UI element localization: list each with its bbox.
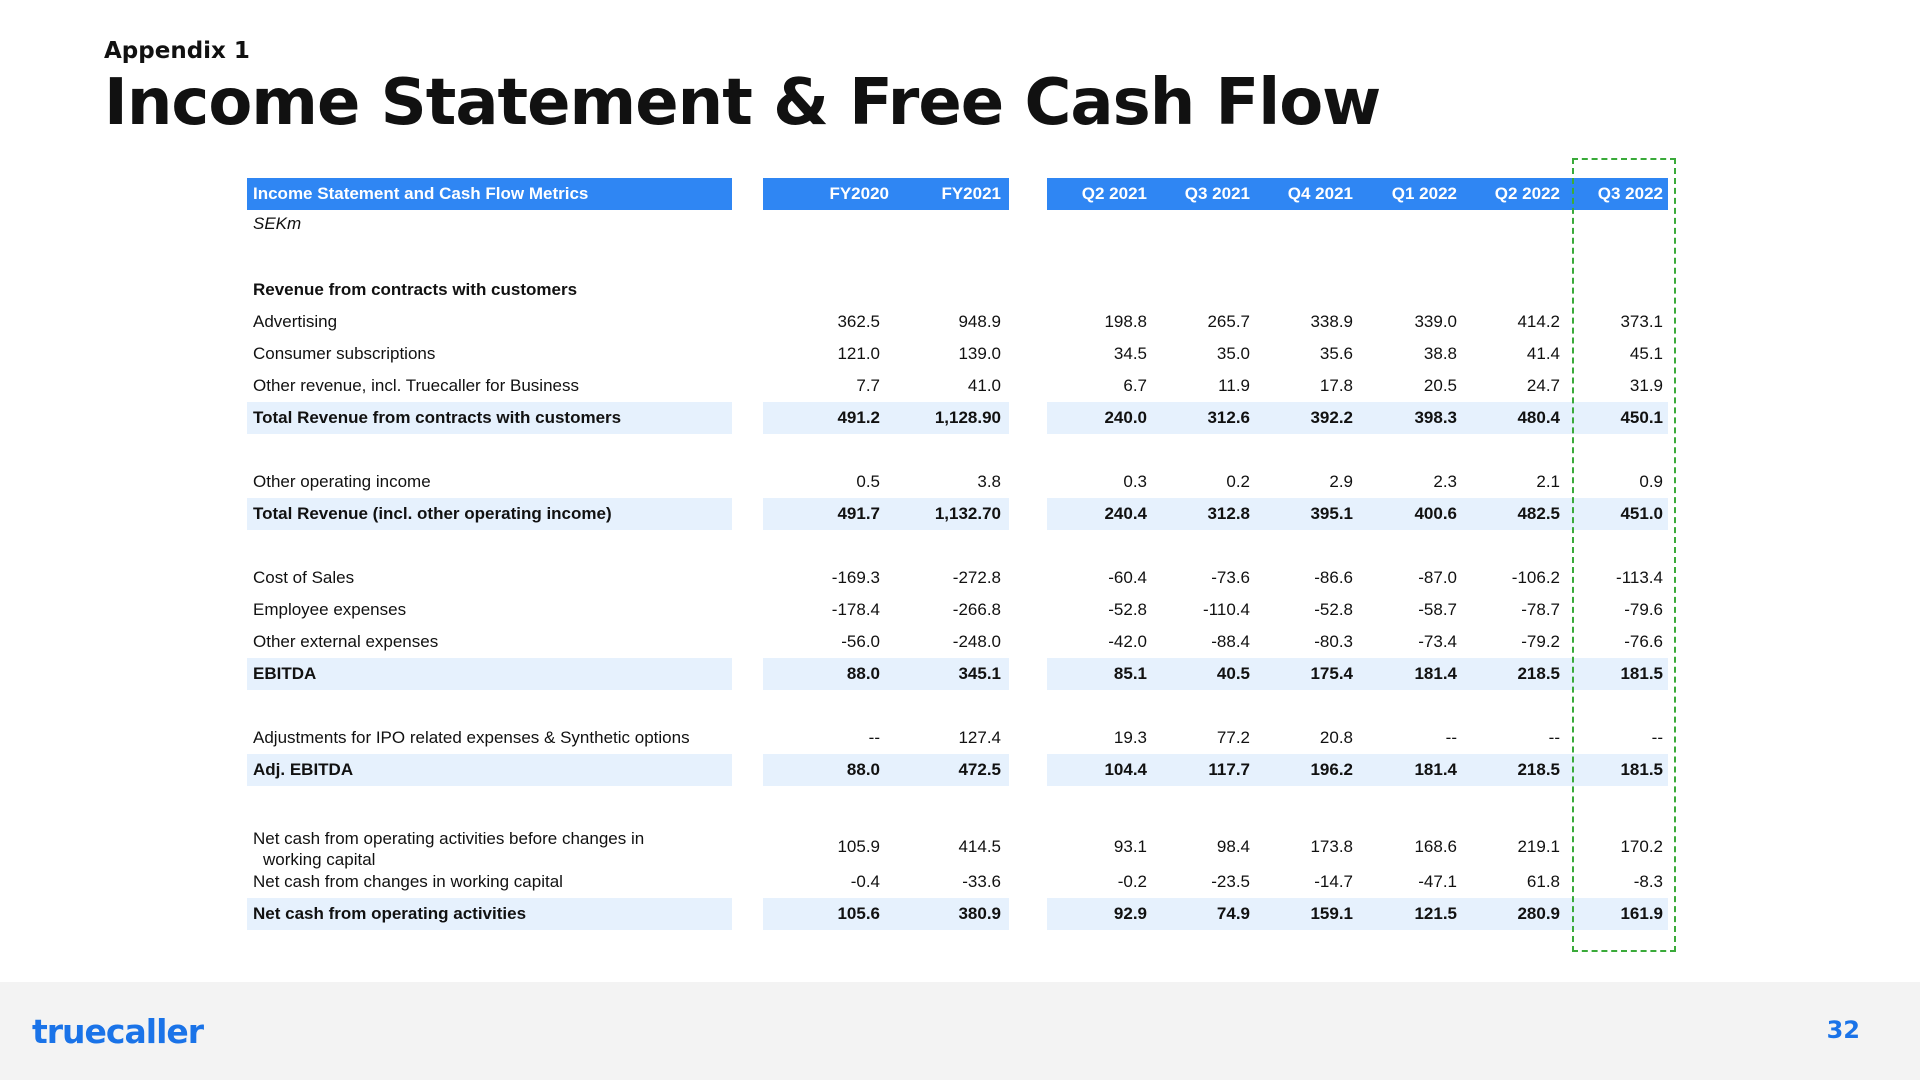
column-header: Q2 2021 <box>1081 184 1147 203</box>
page-number: 32 <box>1826 1016 1860 1044</box>
table-cell: 40.5 <box>1216 664 1250 683</box>
table-cell: 362.5 <box>837 312 880 331</box>
table-cell: 161.9 <box>1620 904 1663 923</box>
table-cell: -23.5 <box>1211 872 1250 891</box>
table-cell: 218.5 <box>1517 664 1560 683</box>
row-label <box>253 498 612 530</box>
table-cell: 117.7 <box>1208 760 1250 779</box>
table-cell: 3.8 <box>977 472 1001 491</box>
table-cell: 2.9 <box>1329 472 1353 491</box>
table-cell: 104.4 <box>1104 760 1147 779</box>
table-cell: -- <box>868 728 880 747</box>
table-cell: -0.4 <box>850 872 880 891</box>
table-cell: 41.0 <box>967 376 1001 395</box>
table-cell: 480.4 <box>1517 408 1560 427</box>
table-cell: 38.8 <box>1423 344 1457 363</box>
table-cell: -88.4 <box>1211 632 1250 651</box>
table-cell: -169.3 <box>831 568 880 587</box>
table-cell: 98.4 <box>1216 837 1250 856</box>
table-cell: 85.1 <box>1113 664 1147 683</box>
row-label-text: EBITDA <box>253 664 317 683</box>
table-cell: -56.0 <box>841 632 880 651</box>
row-label <box>253 402 621 434</box>
table-cell: -33.6 <box>962 872 1001 891</box>
table-cell: 345.1 <box>958 664 1001 683</box>
row-label-text: Advertising <box>253 312 338 331</box>
table-cell: 7.7 <box>856 376 880 395</box>
table-cell: 105.6 <box>837 904 880 923</box>
row-label <box>253 866 563 898</box>
table-cell: -272.8 <box>952 568 1001 587</box>
table-cell: -106.2 <box>1511 568 1560 587</box>
column-header: FY2020 <box>829 184 889 203</box>
table-cell: 1,132.70 <box>934 504 1001 523</box>
table-cell: -78.7 <box>1521 600 1560 619</box>
table-cell: -86.6 <box>1314 568 1353 587</box>
table-cell: -87.0 <box>1418 568 1457 587</box>
appendix-label: Appendix 1 <box>104 38 250 64</box>
table-cell: -80.3 <box>1314 632 1353 651</box>
table-header-label <box>247 178 732 210</box>
table-cell: 948.9 <box>958 312 1001 331</box>
table-cell: -52.8 <box>1314 600 1353 619</box>
row-label-text: Net cash from operating activities <box>253 904 527 923</box>
table-cell: -42.0 <box>1108 632 1147 651</box>
row-label <box>253 828 644 870</box>
row-label-text: Other operating income <box>253 472 431 491</box>
table-cell: 35.0 <box>1216 344 1250 363</box>
row-label <box>253 754 353 786</box>
table-cell: 280.9 <box>1517 904 1560 923</box>
table-cell: -- <box>1651 728 1663 747</box>
table-cell: -79.6 <box>1624 600 1663 619</box>
row-label-text: working capital <box>263 850 376 869</box>
row-label-text: Net cash from operating activities before changes in <box>253 829 645 848</box>
column-header: Q1 2022 <box>1391 184 1457 203</box>
row-label-text: Net cash from changes in working capital <box>253 872 563 891</box>
table-cell: 19.3 <box>1113 728 1147 747</box>
total-row-band <box>247 658 732 690</box>
table-cell: 2.1 <box>1536 472 1560 491</box>
table-cell: 240.4 <box>1104 504 1147 523</box>
table-cell: 6.7 <box>1123 376 1147 395</box>
table-cell: 181.5 <box>1620 760 1663 779</box>
table-cell: 380.9 <box>958 904 1001 923</box>
column-header: Q3 2021 <box>1184 184 1250 203</box>
table-cell: 0.2 <box>1226 472 1250 491</box>
table-cell: 121.0 <box>837 344 880 363</box>
row-label-text: Other revenue, incl. Truecaller for Business <box>253 376 579 395</box>
row-label-text: Revenue from contracts with customers <box>253 280 578 299</box>
row-label-text: Cost of Sales <box>253 568 355 587</box>
table-cell: 198.8 <box>1104 312 1147 331</box>
table-cell: 451.0 <box>1620 504 1663 523</box>
table-cell: 168.6 <box>1414 837 1457 856</box>
row-label <box>253 562 354 594</box>
row-label <box>253 594 406 626</box>
table-cell: -60.4 <box>1108 568 1147 587</box>
table-cell: -8.3 <box>1633 872 1663 891</box>
row-label <box>253 722 690 754</box>
table-cell: 395.1 <box>1310 504 1353 523</box>
table-cell: -79.2 <box>1521 632 1560 651</box>
table-cell: 414.5 <box>958 837 1001 856</box>
table-cell: 41.4 <box>1526 344 1560 363</box>
row-label-text: Adj. EBITDA <box>253 760 354 779</box>
truecaller-logo: truecaller <box>32 1012 204 1051</box>
highlighted-column-frame <box>1572 158 1676 952</box>
table-cell: 1,128.90 <box>934 408 1001 427</box>
table-cell: -14.7 <box>1314 872 1353 891</box>
table-cell: -73.6 <box>1211 568 1250 587</box>
table-cell: -76.6 <box>1624 632 1663 651</box>
table-cell: 400.6 <box>1414 504 1457 523</box>
row-label <box>253 658 316 690</box>
column-header: Q3 2022 <box>1597 184 1663 203</box>
table-cell: 0.9 <box>1639 472 1663 491</box>
unit-label: SEKm <box>253 214 302 233</box>
footer-bar <box>0 982 1920 1080</box>
table-cell: -110.4 <box>1203 600 1250 619</box>
row-label <box>253 306 337 338</box>
table-cell: 61.8 <box>1526 872 1560 891</box>
table-cell: 398.3 <box>1414 408 1457 427</box>
table-cell: 373.1 <box>1620 312 1663 331</box>
table-cell: 74.9 <box>1216 904 1250 923</box>
table-cell: 181.5 <box>1620 664 1663 683</box>
table-cell: 24.7 <box>1526 376 1560 395</box>
table-cell: 105.9 <box>837 837 880 856</box>
table-cell: 218.5 <box>1517 760 1560 779</box>
table-cell: 491.7 <box>837 504 880 523</box>
table-cell: 35.6 <box>1319 344 1353 363</box>
row-label-text: Total Revenue from contracts with customers <box>253 408 622 427</box>
table-cell: -113.4 <box>1616 568 1663 587</box>
table-cell: 34.5 <box>1113 344 1147 363</box>
table-cell: 482.5 <box>1517 504 1560 523</box>
table-cell: 472.5 <box>958 760 1001 779</box>
table-cell: -0.2 <box>1117 872 1147 891</box>
table-cell: 338.9 <box>1310 312 1353 331</box>
table-cell: -- <box>1548 728 1560 747</box>
table-cell: 414.2 <box>1517 312 1560 331</box>
table-cell: 88.0 <box>846 664 880 683</box>
column-header: Q4 2021 <box>1287 184 1353 203</box>
table-cell: 450.1 <box>1620 408 1663 427</box>
table-cell: -178.4 <box>831 600 880 619</box>
table-cell: 173.8 <box>1310 837 1353 856</box>
table-cell: 88.0 <box>846 760 880 779</box>
table-cell: 392.2 <box>1310 408 1353 427</box>
table-cell: -47.1 <box>1418 872 1457 891</box>
table-cell: -73.4 <box>1418 632 1457 651</box>
row-label-text: Other external expenses <box>253 632 439 651</box>
table-cell: 0.5 <box>856 472 880 491</box>
row-label-text: Employee expenses <box>253 600 407 619</box>
table-cell: 175.4 <box>1310 664 1353 683</box>
table-cell: 491.2 <box>837 408 880 427</box>
row-label-text: Consumer subscriptions <box>253 344 436 363</box>
table-cell: 181.4 <box>1414 760 1457 779</box>
column-header: FY2021 <box>941 184 1001 203</box>
row-label <box>253 898 526 930</box>
row-label <box>253 626 438 658</box>
table-cell: 312.6 <box>1207 408 1250 427</box>
table-cell: 196.2 <box>1310 760 1353 779</box>
table-cell: -248.0 <box>952 632 1001 651</box>
table-cell: 121.5 <box>1414 904 1457 923</box>
table-cell: -266.8 <box>952 600 1001 619</box>
table-cell: 181.4 <box>1414 664 1457 683</box>
table-cell: 139.0 <box>958 344 1001 363</box>
table-cell: 17.8 <box>1319 376 1353 395</box>
table-cell: 339.0 <box>1414 312 1457 331</box>
table-cell: 92.9 <box>1113 904 1147 923</box>
table-header-fiscal-years <box>763 178 1009 210</box>
table-cell: 312.8 <box>1207 504 1250 523</box>
table-cell: 11.9 <box>1218 376 1250 395</box>
table-cell: 219.1 <box>1517 837 1560 856</box>
row-label <box>253 274 577 306</box>
row-label <box>253 370 579 402</box>
table-cell: 240.0 <box>1104 408 1147 427</box>
table-cell: 127.4 <box>958 728 1001 747</box>
table-title: Income Statement and Cash Flow Metrics <box>253 184 589 203</box>
column-header: Q2 2022 <box>1494 184 1560 203</box>
table-cell: 2.3 <box>1433 472 1457 491</box>
table-cell: 159.1 <box>1310 904 1353 923</box>
table-cell: 170.2 <box>1620 837 1663 856</box>
table-cell: 0.3 <box>1123 472 1147 491</box>
row-label <box>253 466 431 498</box>
row-label <box>253 338 435 370</box>
table-cell: 77.2 <box>1216 728 1250 747</box>
table-cell: 20.8 <box>1319 728 1353 747</box>
table-cell: -52.8 <box>1108 600 1147 619</box>
row-label-text: Adjustments for IPO related expenses & Synthetic options <box>253 728 690 747</box>
table-cell: 93.1 <box>1113 837 1147 856</box>
table-cell: 20.5 <box>1423 376 1457 395</box>
table-cell: -58.7 <box>1418 600 1457 619</box>
page-title: Income Statement & Free Cash Flow <box>104 66 1381 140</box>
table-cell: 45.1 <box>1629 344 1663 363</box>
table-cell: 31.9 <box>1629 376 1663 395</box>
table-cell: 265.7 <box>1207 312 1250 331</box>
table-cell: -- <box>1445 728 1457 747</box>
row-label-text: Total Revenue (incl. other operating income) <box>253 504 612 523</box>
